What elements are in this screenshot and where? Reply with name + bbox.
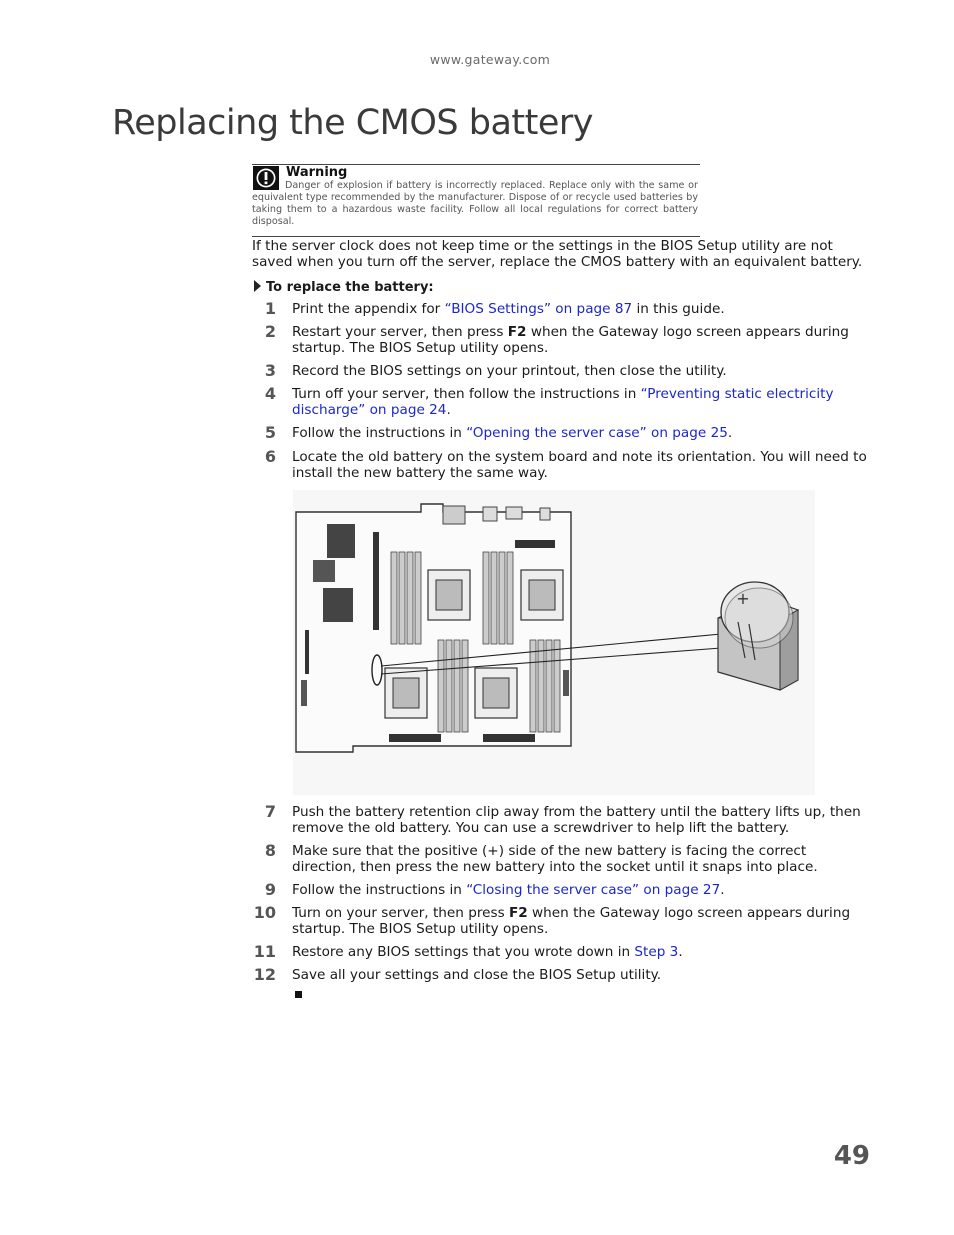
warning-box (252, 164, 700, 237)
step-text: Locate the old battery on the system board and note its orientation. You will need to install the new battery the same way. (292, 449, 867, 481)
step-text: Record the BIOS settings on your printout, then close the utility. (292, 363, 727, 379)
step-number: 8 (264, 841, 276, 860)
link-bios-settings[interactable]: “BIOS Settings” on page 87 (444, 301, 633, 317)
step-number: 6 (264, 447, 276, 466)
link-step-3[interactable]: Step 3 (634, 944, 679, 960)
key-f2: F2 (508, 905, 528, 921)
step-text-pre: Print the appendix for (292, 301, 445, 317)
step-text-pre: Restore any BIOS settings that you wrote down in (292, 944, 635, 960)
site-url[interactable]: www.gateway.com (429, 52, 551, 67)
step-text-post: . (678, 944, 683, 960)
step-text-post: . (720, 882, 725, 898)
step-text: Make sure that the positive (+) side of the new battery is facing the correct direction, then press the new battery into the socket until it snaps into place. (292, 843, 818, 875)
key-f2: F2 (507, 324, 527, 340)
link-preventing-static[interactable]: “Preventing static electricity discharge” on page 24 (292, 386, 834, 418)
warning-text: Danger of explosion if battery is incorrectly replaced. Replace only with the same or equivalent type recommended by the manufacturer. Dispose of or recycle used batteries by taking them to a hazardous waste facility. Follow all local regulations for correct battery disposal. (252, 180, 698, 227)
step-text-pre: Follow the instructions in (292, 425, 467, 441)
arrow-right-icon (254, 280, 261, 292)
step-number: 4 (264, 384, 276, 403)
step-text-pre: Restart your server, then press (292, 324, 508, 340)
step-text (292, 945, 868, 961)
page-title: Replacing the CMOS battery (112, 103, 593, 143)
step-text-pre: Follow the instructions in (292, 882, 467, 898)
step-number: 9 (264, 880, 276, 899)
step-number: 3 (264, 361, 276, 380)
step-text (292, 883, 868, 899)
step-text-pre: Turn on your server, then press (292, 905, 509, 921)
step-text (292, 325, 868, 356)
link-closing-case[interactable]: “Closing the server case” on page 27 (466, 882, 721, 898)
step-text-post: when the Gateway logo screen appears during startup. The BIOS Setup utility opens. (292, 905, 851, 937)
step-number: 11 (253, 942, 276, 961)
end-of-procedure-icon (295, 991, 302, 998)
step-number: 12 (253, 965, 276, 984)
step-text (292, 426, 868, 442)
link-opening-case[interactable]: “Opening the server case” on page 25 (466, 425, 728, 441)
step-number: 1 (264, 299, 276, 318)
step-text-post: in this guide. (632, 301, 725, 317)
procedure-heading-text: To replace the battery: (266, 280, 434, 295)
step-text (292, 387, 868, 418)
intro-paragraph: If the server clock does not keep time or the settings in the BIOS Setup utility are not saved when you turn off the server, replace the CMOS battery with an equivalent battery. (252, 238, 863, 270)
battery-plus-symbol: + (736, 589, 750, 608)
step-text (292, 906, 868, 937)
step-text-post: . (727, 425, 733, 441)
step-text (292, 302, 868, 318)
step-text: Push the battery retention clip away from the battery until the battery lifts up, then remove the old battery. You can use a screwdriver to help lift the battery. (292, 804, 861, 836)
warning-label: Warning (286, 165, 348, 180)
step-number: 5 (264, 423, 276, 442)
step-text-pre: Turn off your server, then follow the instructions in (292, 386, 641, 402)
step-number: 2 (264, 322, 276, 341)
step-text: Save all your settings and close the BIOS Setup utility. (292, 967, 662, 983)
procedure-heading (254, 280, 434, 295)
step-number: 7 (264, 802, 276, 821)
step-text-post: when the Gateway logo screen appears during startup. The BIOS Setup utility opens. (292, 324, 849, 356)
step-number: 10 (253, 903, 276, 922)
system-board-illustration (293, 490, 815, 795)
page-number: 49 (833, 1141, 870, 1171)
step-text-post: . (446, 401, 451, 418)
cmos-battery-zoom (718, 582, 798, 690)
